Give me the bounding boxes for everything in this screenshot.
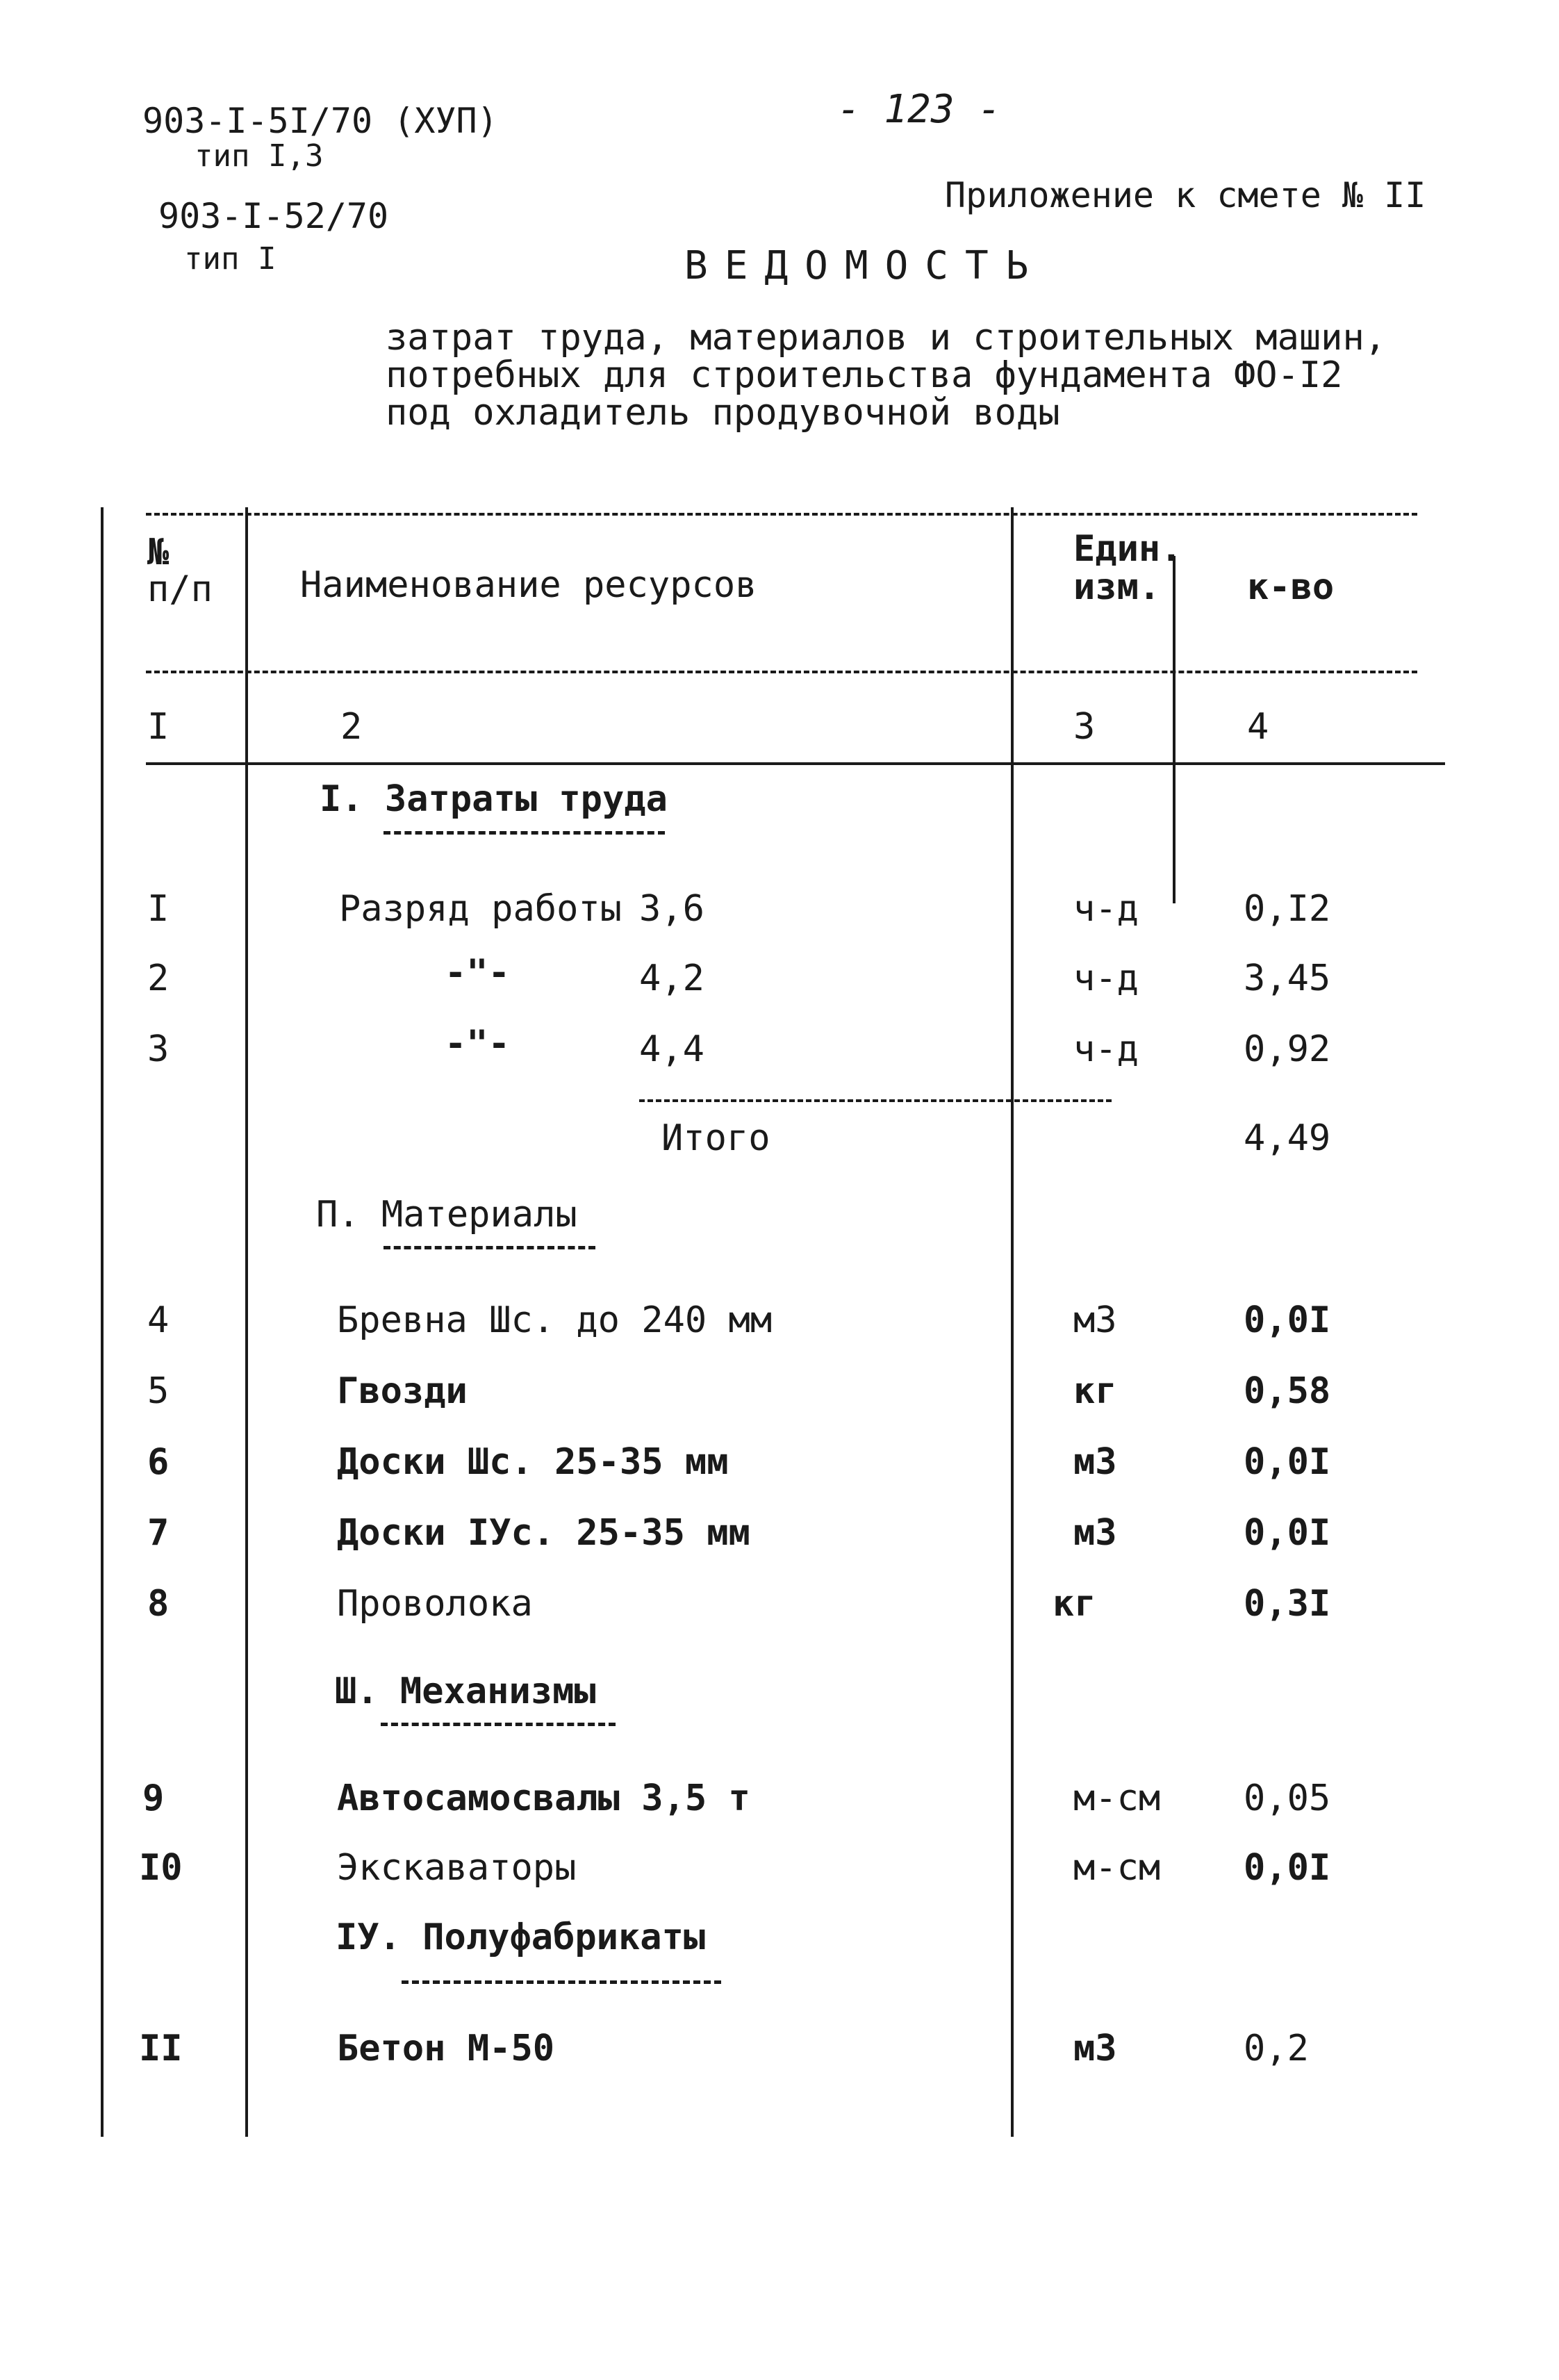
row-unit: ч-д xyxy=(1073,1028,1139,1070)
row-quantity: 0,05 xyxy=(1244,1778,1331,1819)
description-line-3: под охладитель продувочной воды xyxy=(386,392,1060,434)
row-num: 3 xyxy=(147,1028,170,1070)
section-title-machinery: Ш. Механизмы xyxy=(335,1671,596,1712)
row-num: I0 xyxy=(139,1847,183,1889)
row-name: Бетон М-50 xyxy=(337,2028,555,2069)
row-quantity: 0,0I xyxy=(1244,1512,1331,1554)
doc-code-1: 903-I-5I/70 (ХУП) xyxy=(142,101,498,141)
row-num: 5 xyxy=(147,1370,170,1412)
row-name: -"- xyxy=(445,952,510,994)
header-quantity: к-во xyxy=(1247,566,1335,608)
row-quantity: 3,45 xyxy=(1244,958,1331,999)
table-col-divider-2 xyxy=(1011,507,1014,2137)
appendix-note: Приложение к смете № II xyxy=(945,175,1426,215)
row-quantity: 0,2 xyxy=(1244,2028,1309,2069)
row-unit: м3 xyxy=(1073,1512,1117,1554)
row-unit: кг xyxy=(1053,1583,1096,1625)
row-num: 9 xyxy=(142,1778,165,1819)
table-left-border xyxy=(101,507,104,2137)
row-unit: м-см xyxy=(1073,1778,1161,1819)
row-name: Доски IУс. 25-35 мм xyxy=(337,1512,750,1554)
colnum-2: 2 xyxy=(340,706,363,748)
table-col-divider-3 xyxy=(1173,556,1176,903)
colnum-3: 3 xyxy=(1073,706,1096,748)
row-num: I xyxy=(147,888,170,930)
row-unit: м3 xyxy=(1073,1441,1117,1483)
colnum-4: 4 xyxy=(1247,706,1269,748)
row-unit: кг xyxy=(1073,1370,1117,1412)
row-unit: м-см xyxy=(1073,1847,1161,1889)
row-quantity: 0,0I xyxy=(1244,1441,1331,1483)
page-title: ВЕДОМОСТЬ xyxy=(684,243,1046,288)
section-title-materials: П. Материалы xyxy=(316,1194,577,1236)
section-title-machinery-underline xyxy=(381,1723,616,1726)
doc-type-2: тип I xyxy=(184,241,277,277)
row-quantity: 0,I2 xyxy=(1244,888,1331,930)
total-label: Итого xyxy=(661,1117,770,1159)
section-title-labour-underline xyxy=(383,831,665,835)
row-quantity: 0,0I xyxy=(1244,1847,1331,1889)
header-unit-line-1: Един. xyxy=(1073,528,1182,570)
doc-type-1: тип I,3 xyxy=(195,138,324,174)
row-grade: 3,6 xyxy=(639,888,704,930)
row-unit: м3 xyxy=(1073,2028,1117,2069)
row-name: Автосамосвалы 3,5 т xyxy=(337,1778,750,1819)
header-num-label: п/п xyxy=(147,568,213,610)
row-num: 8 xyxy=(147,1583,170,1625)
row-num: 7 xyxy=(147,1512,170,1554)
table-top-rule xyxy=(146,513,1417,516)
row-num: 6 xyxy=(147,1441,170,1483)
total-value: 4,49 xyxy=(1244,1117,1331,1159)
section-title-semifinished-underline xyxy=(402,1980,721,1984)
row-grade: 4,2 xyxy=(639,958,704,999)
row-name: -"- xyxy=(445,1023,510,1065)
row-name: Доски Шс. 25-35 мм xyxy=(337,1441,729,1483)
header-unit-line-2: изм. xyxy=(1073,566,1161,608)
section-title-materials-underline xyxy=(383,1246,595,1249)
row-grade: 4,4 xyxy=(639,1028,704,1070)
page-number: - 123 - xyxy=(837,87,1002,132)
description-line-1: затрат труда, материалов и строительных машин, xyxy=(386,317,1387,359)
header-resource-name: Наименование ресурсов xyxy=(300,564,757,606)
row-unit: м3 xyxy=(1073,1299,1117,1341)
row-quantity: 0,0I xyxy=(1244,1299,1331,1341)
row-quantity: 0,58 xyxy=(1244,1370,1331,1412)
row-quantity: 0,3I xyxy=(1244,1583,1331,1625)
table-col-divider-1 xyxy=(245,507,248,2137)
header-num-symbol: № xyxy=(147,532,170,573)
subtotal-rule xyxy=(639,1099,1112,1102)
row-unit: ч-д xyxy=(1073,888,1139,930)
row-unit: ч-д xyxy=(1073,958,1139,999)
row-name: Экскаваторы xyxy=(337,1847,577,1889)
row-name: Гвозди xyxy=(337,1370,468,1412)
description-line-2: потребных для строительства фундамента ФО-I2 xyxy=(386,354,1343,396)
row-num: 4 xyxy=(147,1299,170,1341)
row-name: Проволока xyxy=(337,1583,533,1625)
table-colnum-rule xyxy=(146,762,1445,765)
section-title-semifinished: IУ. Полуфабрикаты xyxy=(336,1917,706,1958)
row-name: Разряд работы xyxy=(339,888,622,930)
doc-code-2: 903-I-52/70 xyxy=(158,196,389,236)
row-num: II xyxy=(139,2028,183,2069)
row-num: 2 xyxy=(147,958,170,999)
colnum-1: I xyxy=(147,706,170,748)
table-header-rule xyxy=(146,671,1417,673)
section-title-labour: I. Затраты труда xyxy=(320,778,668,820)
row-quantity: 0,92 xyxy=(1244,1028,1331,1070)
row-name: Бревна Шс. до 240 мм xyxy=(337,1299,773,1341)
